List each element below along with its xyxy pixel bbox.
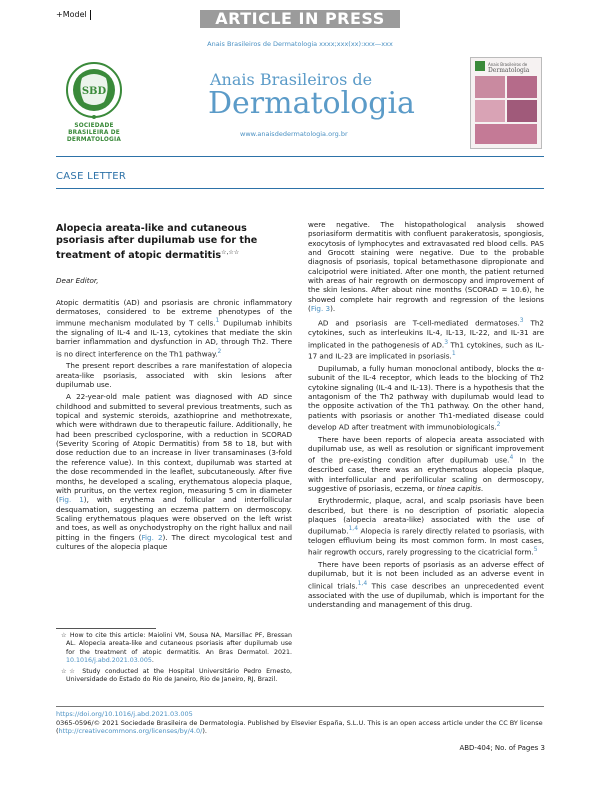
text-run: Erythrodermic, plaque, acral, and scalp psoriasis have been described, but there is no description of psoriatic alopecia plaques (alopecia areata-like) associated with the use of dupilumab. <box>308 496 544 536</box>
header-rule <box>56 156 544 157</box>
text-run: ). <box>202 727 207 736</box>
doi-link[interactable]: https://doi.org/10.1016/j.abd.2021.03.005 <box>56 710 193 718</box>
journal-name-large: Dermatologia <box>208 86 415 121</box>
citation-ref[interactable]: 1,4 <box>348 525 359 533</box>
text-run: ). <box>330 304 336 314</box>
paragraph <box>308 435 544 493</box>
logo-initials: SBD <box>81 86 107 97</box>
footnote-mark: ☆ <box>61 632 68 639</box>
salutation: Dear Editor, <box>56 276 99 286</box>
license-link[interactable]: http://creativecommons.org/licenses/by/4.0/ <box>58 727 203 736</box>
citation-ref[interactable]: 3 <box>519 317 524 325</box>
text-run: Dupilumab inhibits the signaling of IL-4 and IL-13, cytokines that mediate the skin barrier inflammation and dysfunction in AD, through Th2. There is no direct interference on the Th1 pathway. <box>56 318 292 359</box>
article-title <box>56 223 292 262</box>
paragraph <box>56 392 292 551</box>
left-column <box>56 220 292 554</box>
text-run: In the described case, there was an erythematous alopecia plaque, with interfollicular and perifollicular scaling on dermoscopy, suggestive of psoriasis, eczema, or <box>308 455 544 493</box>
text-run: Study conducted at the Hospital Universitário Pedro Ernesto, Universidade do Estado do Rio de Janeiro, Rio de Janeiro, RJ, Brazil. <box>66 668 293 684</box>
article-in-press-banner: ARTICLE IN PRESS <box>200 10 400 28</box>
text-run: were negative. The histopathological analysis showed psoriasiform dermatitis with confluent parakeratosis, spongiosis, exocytosis of lymphocytes and extravasated red blood cells. PAS and Grocott staining were negative. Due to the probable diagnosis of psoriasis, topical betamethasone dipropionate and calcipotriol were initiated. After one month, the patient returned with areas of hair regrowth on dermoscopy and improvement of the skin lesions. After about nine months (SCORAD = 10.6), he showed complete hair regrowth and regression of the lesions ( <box>308 220 544 314</box>
text-run: . <box>151 656 154 664</box>
right-column <box>308 220 544 612</box>
paragraph: The present report describes a rare manifestation of alopecia areata-like psoriasis, associated with skin lesions after dupilumab use. <box>56 361 292 390</box>
cover-title-line1: Anais Brasileiros de <box>488 62 528 67</box>
text-run: Dupilumab, a fully human monoclonal antibody, blocks the α-subunit of the IL-4 receptor, which leads to the blocking of Th2 cytokine signaling (IL-4 and IL-13). There is a hypothesis that the antagonism of the Th2 pathway with dupilumab would lead to the opposite activation of the Th1 pathway. On the other hand, patients with psoriasis or another Th1-mediated disease could develop AD after treatment with immunobiologicals. <box>308 363 544 432</box>
section-label: CASE LETTER <box>56 171 127 182</box>
text-run: A 22-year-old male patient was diagnosed with AD since childhood and submitted to several previous treatments, such as topical and systemic steroids, azathioprine and methotrexate, which were withdrawn due to therapeutic failure. Additionally, he had been prescribed cyclosporine, with a reduction in SCORAD (Severity Scoring of Atopic Dermatitis) from 58 to 18, but with dose reduction due to an increase in liver transaminases (3-fold the reference value). In this context, dupilumab was started at the dose recommended in the leaflet, subcutaneously. After five months, he developed a scaling, erythematous alopecia plaque, with pruritus, on the vertex region, measuring 5 cm in diameter ( <box>56 392 292 505</box>
cover-art <box>471 58 541 148</box>
cover-title-line2: Dermatologia <box>488 67 530 74</box>
footnote-institution <box>56 668 292 685</box>
text-run: There have been reports of psoriasis as an adverse effect of dupilumab, but it is not been included as an adverse event in clinical trials. <box>308 560 544 591</box>
figure-link[interactable]: Fig. 3 <box>310 304 331 314</box>
text-run: This case describes an unprecedented event associated with the use of dupilumab, which is important for the understanding and management of this drug. <box>308 581 544 609</box>
figure-link[interactable]: Fig. 1 <box>58 495 84 505</box>
citation-ref[interactable]: 4 <box>509 454 514 462</box>
citation-ref[interactable]: 1,4 <box>357 579 368 587</box>
citation-ref[interactable]: 3 <box>444 338 449 346</box>
text-run: ), with erythema and follicular and interfollicular desquamation, suggesting an eczema pattern on dermoscopy. Scaling erythematous plaques were observed on the left wrist and toes, as well as onychodystrophy on the right hallux and nail pitting in the fingers ( <box>56 495 293 542</box>
footnote-doi-link[interactable]: 10.1016/j.abd.2021.03.005 <box>66 656 152 664</box>
text-run: Atopic dermatitis (AD) and psoriasis are chronic inflammatory dermatoses, considered to be extreme phenotypes of the immune mechanism modulated by T cells. <box>56 297 292 328</box>
text-run: AD and psoriasis are T-cell-mediated dermatoses. <box>318 318 520 328</box>
page-info: ABD-404; No. of Pages 3 <box>459 744 545 752</box>
journal-cover-thumbnail <box>470 57 542 149</box>
paragraph <box>308 496 544 557</box>
logo-society-name: SOCIEDADE BRASILEIRA DE DERMATOLOGIA <box>66 123 122 143</box>
footnotes <box>56 632 292 688</box>
text-run: Th2 cytokines, such as interleukins IL-4, IL-13, IL-22, and IL-31 are implicated in the pathogenesis of AD. <box>308 318 544 349</box>
footnote-mark: ☆☆ <box>61 668 78 676</box>
citation-ref[interactable]: 1 <box>215 317 220 325</box>
figure-link[interactable]: Fig. 2 <box>141 532 163 542</box>
license-text <box>56 719 546 736</box>
section-rule <box>56 188 544 189</box>
text-run: How to cite this article: Maiolini VM, Sousa NA, Marsillac PF, Bressan AL. Alopecia areata-like and cutaneous psoriasis after dupilumab use for the treatment of atopic dermatitis. An Bras Dermatol. 2021. <box>66 632 292 656</box>
text-run: There have been reports of alopecia areata associated with dupilumab use, as well as resolution or significant improvement of the pre-existing condition after dupilumab use. <box>308 434 544 465</box>
footnote-rule <box>56 628 156 629</box>
citation-ref[interactable]: 5 <box>533 546 538 554</box>
bottom-rule <box>56 706 544 707</box>
text-run: . <box>480 483 484 493</box>
journal-citation-line[interactable]: Anais Brasileiros de Dermatologia xxxx;xxx(xx):xxx—xxx <box>207 40 393 48</box>
journal-name-small: Anais Brasileiros de <box>210 70 373 89</box>
text-run: Alopecia is rarely directly related to psoriasis, with telogen effluvium being its most common form. In most cases, hair regrowth occurs, rarely progressing to the cicatricial form. <box>308 526 544 557</box>
paragraph <box>308 316 544 361</box>
text-run: ). The direct mycological test and cultures of the alopecia plaque <box>56 532 293 551</box>
title-footnote-marks[interactable]: ☆,☆☆ <box>221 249 240 256</box>
text-run: 0365-0596/© 2021 Sociedade Brasileira de Dermatologia. Published by Elsevier España, S.L.U. This is an open access article under the CC BY license ( <box>56 718 543 736</box>
italic-term: tinea capitis <box>436 483 481 493</box>
article-title-text: Alopecia areata-like and cutaneous psoriasis after dupilumab use for the treatment of atopic dermatitis <box>56 223 258 262</box>
text-run: Th1 cytokines, such as IL-17 and IL-23 are implicated in psoriasis. <box>308 339 544 361</box>
model-tag: +Model <box>56 10 91 20</box>
citation-ref[interactable]: 2 <box>496 421 501 429</box>
footnote-citation <box>56 632 292 665</box>
journal-url-link[interactable]: www.anaisdedermatologia.org.br <box>240 130 348 138</box>
paragraph <box>308 220 544 313</box>
citation-ref[interactable]: 2 <box>217 347 222 355</box>
citation-ref[interactable]: 1 <box>451 350 456 358</box>
paragraph <box>308 364 544 432</box>
paragraph <box>308 560 544 609</box>
paragraph <box>56 298 292 359</box>
article-bottom-info <box>56 710 546 736</box>
